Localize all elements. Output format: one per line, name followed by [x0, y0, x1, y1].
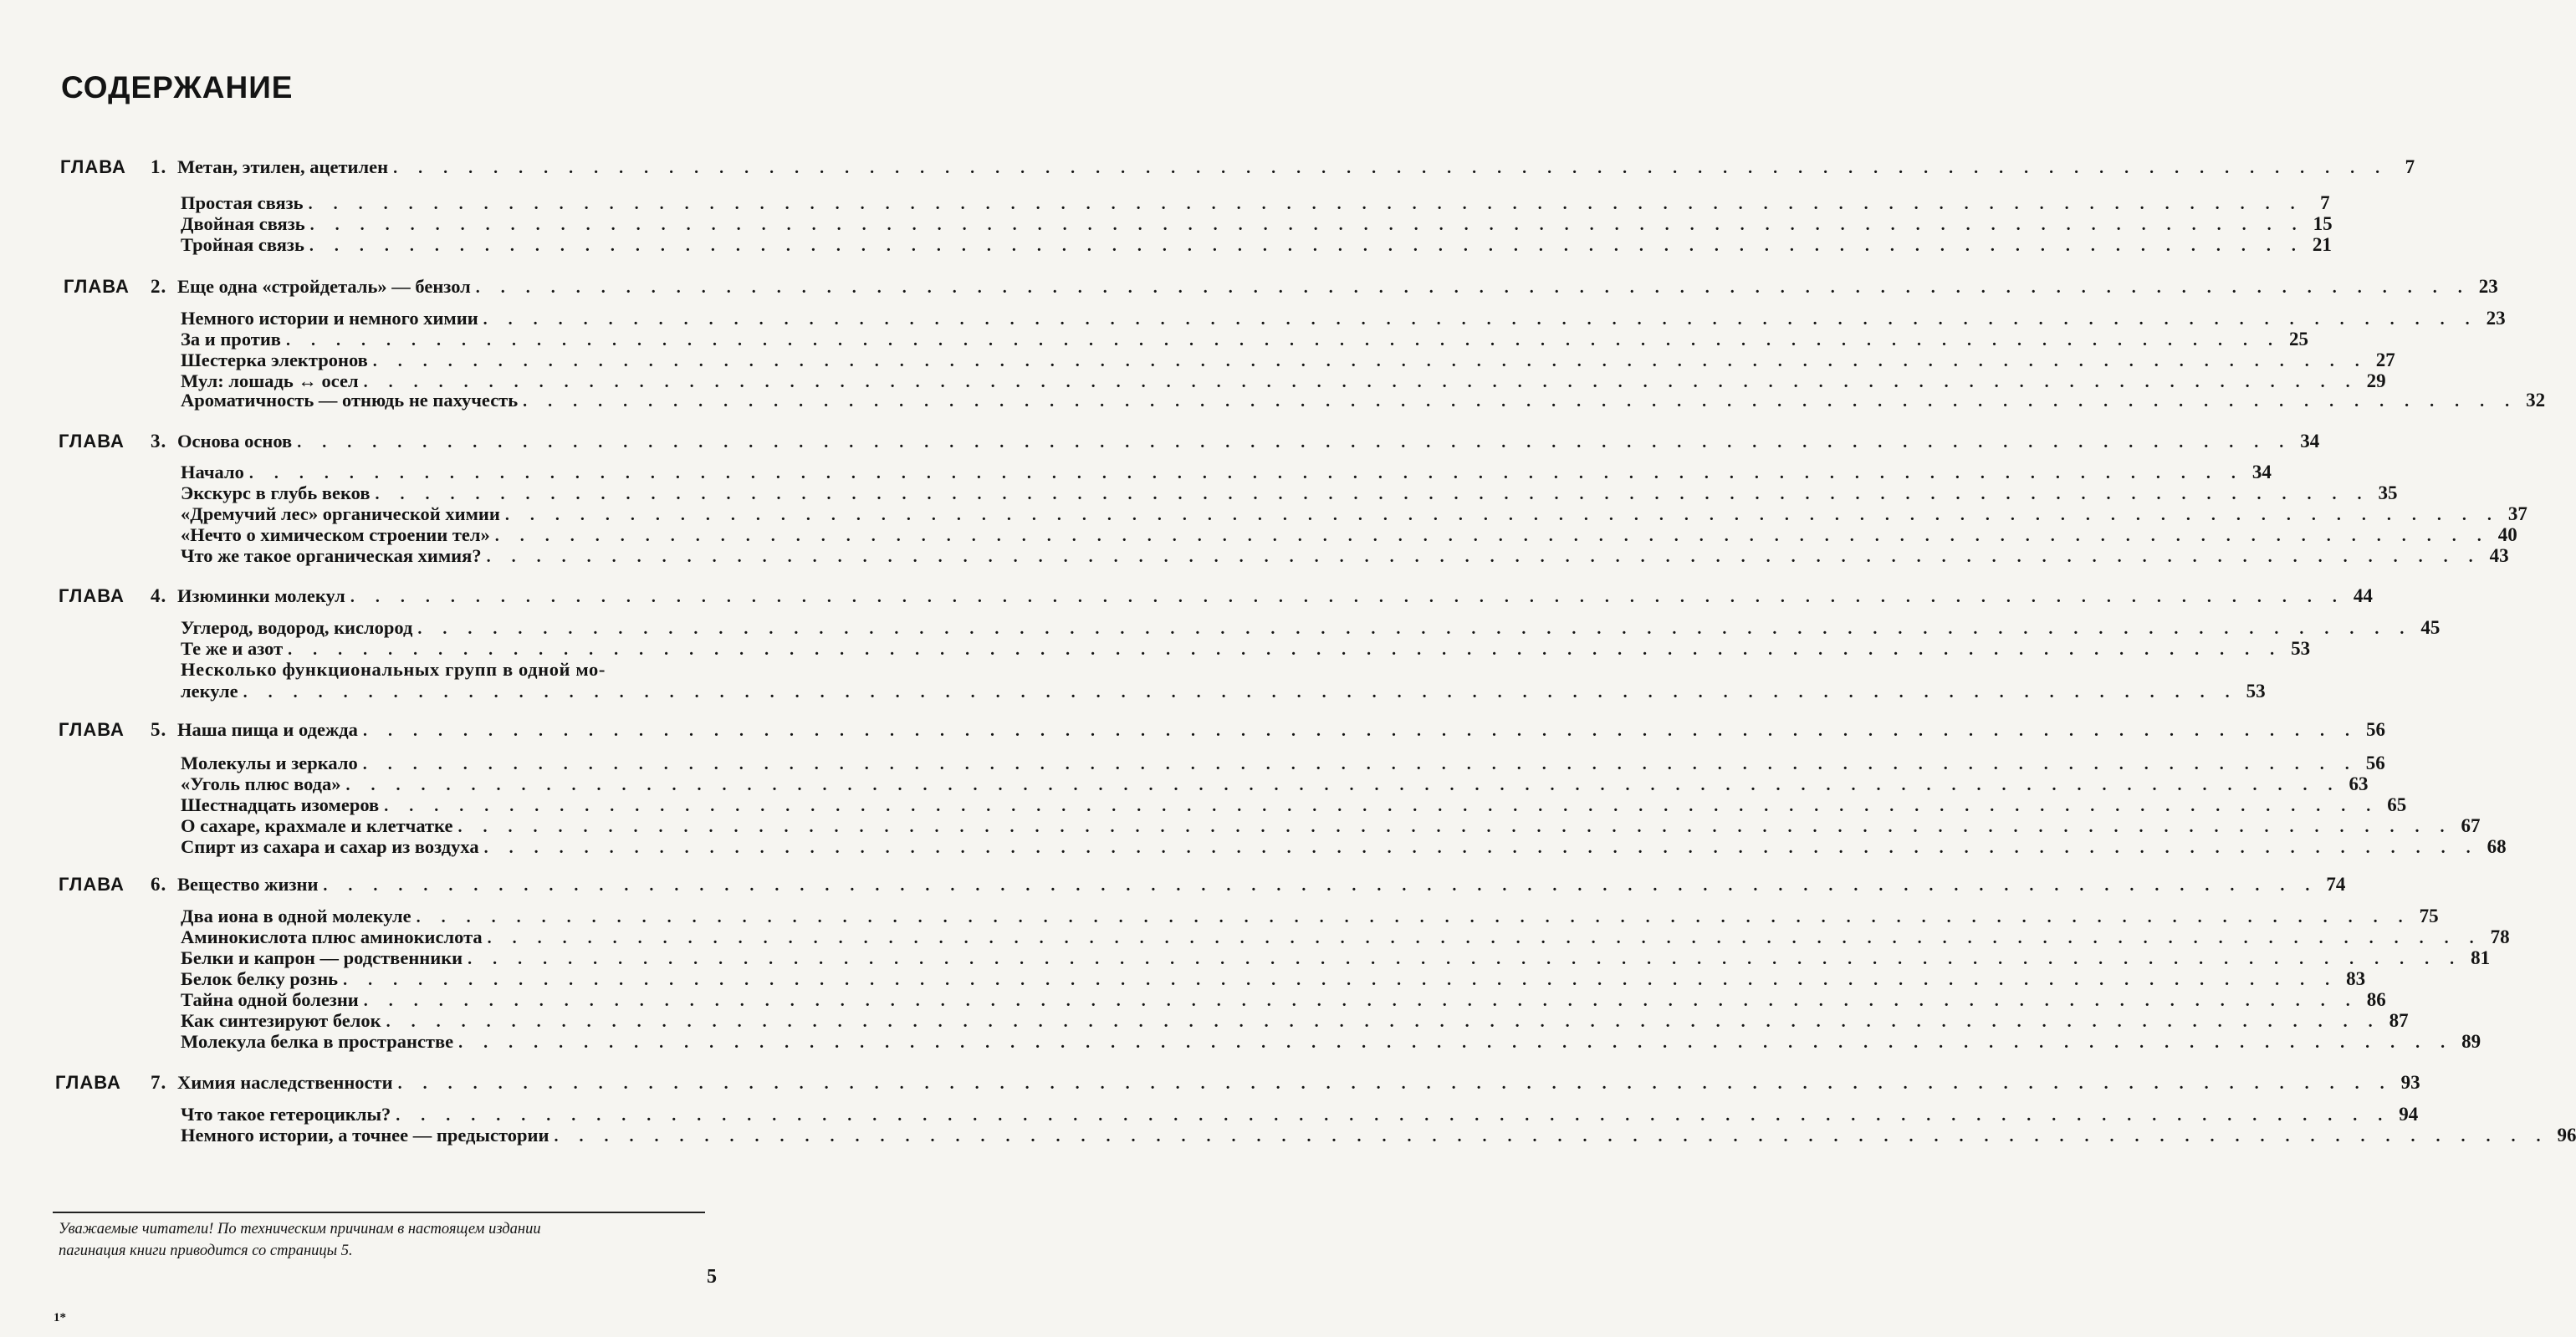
- leader-dots: . . . . . . . . . . . . . . . . . . . . . . . . . . . . . . . . . . . . . . . . . . . . . . . . . . . . . . . . . . . . . . . . . . . . . . . . . . . . . . . .: [384, 797, 2379, 815]
- section-entry: [181, 545, 2509, 568]
- leader-dots: . . . . . . . . . . . . . . . . . . . . . . . . . . . . . . . . . . . . . . . . . . . . . . . . . . . . . . . . . . . . . . . . . . . . . . . . . . . . . . . .: [475, 278, 2471, 297]
- chapter-number: 3.: [151, 431, 167, 452]
- section-entry-title: Спирт из сахара и сахар из воздуха: [181, 836, 479, 857]
- section-entry-title: Немного истории и немного химии: [181, 308, 478, 329]
- section-entry-title: Шестнадцать изомеров: [181, 794, 380, 815]
- chapter-word: ГЛАВА: [64, 276, 130, 297]
- footnote: [59, 1218, 694, 1262]
- section-entry: [181, 192, 2330, 215]
- leader-dots: . . . . . . . . . . . . . . . . . . . . . . . . . . . . . . . . . . . . . . . . . . . . . . . . . . . . . . . . . . . . . . . . . . . . . . . . . . . . . . . .: [375, 485, 2370, 503]
- chapter-entry: [177, 585, 2373, 608]
- section-entry: [181, 968, 2366, 991]
- chapter-entry-page: 44: [2353, 585, 2373, 606]
- section-entry-title: О сахаре, крахмале и клетчатке: [181, 815, 453, 836]
- section-entry-title: Углерод, водород, кислород: [181, 617, 413, 638]
- section-entry-title: Несколько функциональных групп в одной мо-: [181, 659, 606, 680]
- section-entry-page: 32: [2526, 390, 2546, 411]
- section-entry-page: 83: [2346, 968, 2366, 989]
- section-entry: [181, 329, 2308, 351]
- page-title: СОДЕРЖАНИЕ: [61, 70, 294, 105]
- section-entry: [181, 1125, 2576, 1147]
- signature-mark: 1*: [54, 1311, 66, 1324]
- section-entry-title: Два иона в одной молекуле: [181, 906, 411, 926]
- section-entry: [181, 390, 2546, 412]
- chapter-entry: [177, 276, 2498, 299]
- chapter-entry-page: 56: [2365, 719, 2385, 740]
- section-entry: [181, 836, 2507, 859]
- section-entry-title: Ароматичность — отнюдь не пахучесть: [181, 390, 519, 411]
- section-entry: [181, 1031, 2481, 1054]
- section-entry-page: 78: [2490, 926, 2510, 947]
- chapter-entry-title: Вещество жизни: [177, 874, 319, 895]
- chapter-word: ГЛАВА: [59, 719, 125, 740]
- leader-dots: . . . . . . . . . . . . . . . . . . . . . . . . . . . . . . . . . . . . . . . . . . . . . . . . . . . . . . . . . . . . . . . . . . . . . . . . . . . . . . . .: [248, 464, 2244, 482]
- section-entry-page: 75: [2419, 906, 2439, 926]
- section-entry-page: 94: [2399, 1104, 2419, 1125]
- leader-dots: . . . . . . . . . . . . . . . . . . . . . . . . . . . . . . . . . . . . . . . . . . . . . . . . . . . . . . . . . . . . . . . . . . . . . . . . . . . . . . . .: [483, 839, 2479, 857]
- chapter-number: 7.: [151, 1072, 167, 1093]
- leader-dots: . . . . . . . . . . . . . . . . . . . . . . . . . . . . . . . . . . . . . . . . . . . . . . . . . . . . . . . . . . . . . . . . . . . . . . . . . . . . . . . .: [243, 683, 2238, 702]
- section-entry: [181, 989, 2386, 1012]
- leader-dots: . . . . . . . . . . . . . . . . . . . . . . . . . . . . . . . . . . . . . . . . . . . . . . . . . . . . . . . . . . . . . . . . . . . . . . . . . . . . . . . .: [345, 776, 2341, 794]
- leader-dots: . . . . . . . . . . . . . . . . . . . . . . . . . . . . . . . . . . . . . . . . . . . . . . . . . . . . . . . . . . . . . . . . . . . . . . . . . . . . . . . .: [468, 950, 2463, 968]
- section-entry: [181, 213, 2333, 236]
- section-entry-page: 25: [2288, 329, 2308, 350]
- section-entry-title: «Нечто о химическом строении тел»: [181, 524, 490, 545]
- section-entry-page: 53: [2246, 681, 2266, 702]
- leader-dots: . . . . . . . . . . . . . . . . . . . . . . . . . . . . . . . . . . . . . . . . . . . . . . . . . . . . . . . . . . . . . . . . . . . . . . . . . . . . . . . .: [393, 159, 2389, 177]
- section-entry: [181, 926, 2510, 949]
- section-entry-title: «Уголь плюс вода»: [181, 773, 341, 794]
- chapter-entry: [177, 156, 2415, 179]
- section-entry-title: За и против: [181, 329, 281, 350]
- section-entry-title: Двойная связь: [181, 213, 305, 234]
- leader-dots: . . . . . . . . . . . . . . . . . . . . . . . . . . . . . . . . . . . . . . . . . . . . . . . . . . . . . . . . . . . . . . . . . . . . . . . . . . . . . . . .: [396, 1106, 2391, 1125]
- section-entry-page: 35: [2378, 482, 2398, 503]
- section-entry: [181, 482, 2398, 505]
- leader-dots: . . . . . . . . . . . . . . . . . . . . . . . . . . . . . . . . . . . . . . . . . . . . . . . . . . . . . . . . . . . . . . . . . . . . . . . . . . . . . . . .: [323, 876, 2318, 895]
- section-entry-page: 21: [2312, 234, 2332, 255]
- leader-dots: . . . . . . . . . . . . . . . . . . . . . . . . . . . . . . . . . . . . . . . . . . . . . . . . . . . . . . . . . . . . . . . . . . . . . . . . . . . . . . . .: [363, 373, 2359, 391]
- chapter-number: 6.: [151, 874, 167, 895]
- section-entry-title: «Дремучий лес» органической химии: [181, 503, 500, 524]
- section-entry-title: Молекулы и зеркало: [181, 753, 358, 773]
- leader-dots: . . . . . . . . . . . . . . . . . . . . . . . . . . . . . . . . . . . . . . . . . . . . . . . . . . . . . . . . . . . . . . . . . . . . . . . . . . . . . . . .: [386, 1013, 2381, 1031]
- leader-dots: . . . . . . . . . . . . . . . . . . . . . . . . . . . . . . . . . . . . . . . . . . . . . . . . . . . . . . . . . . . . . . . . . . . . . . . . . . . . . . . .: [416, 908, 2411, 926]
- chapter-word: ГЛАВА: [59, 874, 125, 895]
- section-entry-page: 37: [2507, 503, 2527, 524]
- section-entry-page: 86: [2366, 989, 2386, 1010]
- chapter-number: 4.: [151, 585, 167, 606]
- leader-dots: . . . . . . . . . . . . . . . . . . . . . . . . . . . . . . . . . . . . . . . . . . . . . . . . . . . . . . . . . . . . . . . . . . . . . . . . . . . . . . . .: [487, 929, 2482, 947]
- chapter-entry-page: 23: [2478, 276, 2498, 297]
- section-entry-page: 56: [2365, 753, 2385, 773]
- footnote-rule: [53, 1212, 705, 1213]
- chapter-word: ГЛАВА: [59, 431, 125, 452]
- section-entry-page: 87: [2389, 1010, 2409, 1031]
- leader-dots: . . . . . . . . . . . . . . . . . . . . . . . . . . . . . . . . . . . . . . . . . . . . . . . . . . . . . . . . . . . . . . . . . . . . . . . . . . . . . . . .: [457, 818, 2453, 836]
- section-entry-title: Что такое гетероциклы?: [181, 1104, 391, 1125]
- section-entry-title: Белки и капрон — родственники: [181, 947, 463, 968]
- section-entry-page: 27: [2375, 350, 2395, 370]
- leader-dots: . . . . . . . . . . . . . . . . . . . . . . . . . . . . . . . . . . . . . . . . . . . . . . . . . . . . . . . . . . . . . . . . . . . . . . . . . . . . . . . .: [486, 548, 2481, 566]
- chapter-entry: [177, 874, 2346, 896]
- chapter-entry: [177, 719, 2385, 742]
- chapter-entry-title: Химия наследственности: [177, 1072, 393, 1093]
- section-entry: [181, 524, 2517, 547]
- leader-dots: . . . . . . . . . . . . . . . . . . . . . . . . . . . . . . . . . . . . . . . . . . . . . . . . . . . . . . . . . . . . . . . . . . . . . . . . . . . . . . . .: [483, 310, 2478, 329]
- section-entry: [181, 617, 2441, 640]
- section-entry-title: Немного истории, а точнее — предыстории: [181, 1125, 549, 1146]
- section-entry-title: Экскурс в глубь веков: [181, 482, 371, 503]
- section-entry-page: 40: [2497, 524, 2517, 545]
- section-entry-page: 81: [2471, 947, 2491, 968]
- section-entry: [181, 503, 2527, 526]
- leader-dots: . . . . . . . . . . . . . . . . . . . . . . . . . . . . . . . . . . . . . . . . . . . . . . . . . . . . . . . . . . . . . . . . . . . . . . . . . . . . . . . .: [309, 216, 2305, 234]
- section-entry: [181, 815, 2481, 838]
- section-entry: [181, 1010, 2409, 1033]
- section-entry-title: Простая связь: [181, 192, 304, 213]
- section-entry-title: Молекула белка в пространстве: [181, 1031, 454, 1052]
- leader-dots: . . . . . . . . . . . . . . . . . . . . . . . . . . . . . . . . . . . . . . . . . . . . . . . . . . . . . . . . . . . . . . . . . . . . . . . . . . . . . . . .: [285, 331, 2281, 350]
- section-entry: [181, 234, 2332, 257]
- section-entry-page: 45: [2420, 617, 2441, 638]
- section-entry-title: Мул: лошадь ↔ осел: [181, 370, 359, 391]
- section-entry-page: 89: [2461, 1031, 2481, 1052]
- chapter-number: 5.: [151, 719, 167, 740]
- leader-dots: . . . . . . . . . . . . . . . . . . . . . . . . . . . . . . . . . . . . . . . . . . . . . . . . . . . . . . . . . . . . . . . . . . . . . . . . . . . . . . . .: [309, 237, 2304, 255]
- leader-dots: . . . . . . . . . . . . . . . . . . . . . . . . . . . . . . . . . . . . . . . . . . . . . . . . . . . . . . . . . . . . . . . . . . . . . . . . . . . . . . . .: [288, 640, 2283, 659]
- section-entry-page: 67: [2461, 815, 2481, 836]
- section-entry: [181, 773, 2369, 796]
- chapter-entry-page: 93: [2400, 1072, 2420, 1093]
- chapter-entry-page: 34: [2300, 431, 2320, 452]
- leader-dots: . . . . . . . . . . . . . . . . . . . . . . . . . . . . . . . . . . . . . . . . . . . . . . . . . . . . . . . . . . . . . . . . . . . . . . . . . . . . . . . .: [362, 722, 2358, 740]
- section-entry: [181, 906, 2439, 928]
- section-entry-title: лекуле: [181, 681, 238, 702]
- leader-dots: . . . . . . . . . . . . . . . . . . . . . . . . . . . . . . . . . . . . . . . . . . . . . . . . . . . . . . . . . . . . . . . . . . . . . . . . . . . . . . . .: [362, 755, 2358, 773]
- leader-dots: . . . . . . . . . . . . . . . . . . . . . . . . . . . . . . . . . . . . . . . . . . . . . . . . . . . . . . . . . . . . . . . . . . . . . . . . . . . . . . . .: [350, 588, 2345, 606]
- chapter-entry-title: Еще одна «стройдеталь» — бензол: [177, 276, 471, 297]
- section-entry-page: 65: [2387, 794, 2407, 815]
- chapter-entry-page: 7: [2405, 156, 2415, 177]
- section-entry-page: 23: [2486, 308, 2506, 329]
- page-number: 5: [707, 1266, 717, 1288]
- leader-dots: . . . . . . . . . . . . . . . . . . . . . . . . . . . . . . . . . . . . . . . . . . . . . . . . . . . . . . . . . . . . . . . . . . . . . . . . . . . . . . . .: [397, 1074, 2393, 1093]
- footnote-line: пагинация книги приводится со страницы 5.: [59, 1243, 353, 1259]
- section-entry-page: 68: [2487, 836, 2507, 857]
- chapter-entry-title: Метан, этилен, ацетилен: [177, 156, 389, 177]
- leader-dots: . . . . . . . . . . . . . . . . . . . . . . . . . . . . . . . . . . . . . . . . . . . . . . . . . . . . . . . . . . . . . . . . . . . . . . . . . . . . . . . .: [363, 992, 2359, 1010]
- leader-dots: . . . . . . . . . . . . . . . . . . . . . . . . . . . . . . . . . . . . . . . . . . . . . . . . . . . . . . . . . . . . . . . . . . . . . . . . . . . . . . . .: [458, 1033, 2454, 1052]
- section-entry-title: Шестерка электронов: [181, 350, 368, 370]
- leader-dots: . . . . . . . . . . . . . . . . . . . . . . . . . . . . . . . . . . . . . . . . . . . . . . . . . . . . . . . . . . . . . . . . . . . . . . . . . . . . . . . .: [554, 1127, 2549, 1146]
- leader-dots: . . . . . . . . . . . . . . . . . . . . . . . . . . . . . . . . . . . . . . . . . . . . . . . . . . . . . . . . . . . . . . . . . . . . . . . . . . . . . . . .: [372, 352, 2368, 370]
- section-entry-page: 43: [2489, 545, 2509, 566]
- chapter-number: 1.: [151, 156, 167, 177]
- section-entry-page: 15: [2313, 213, 2333, 234]
- leader-dots: . . . . . . . . . . . . . . . . . . . . . . . . . . . . . . . . . . . . . . . . . . . . . . . . . . . . . . . . . . . . . . . . . . . . . . . . . . . . . . . .: [494, 527, 2490, 545]
- leader-dots: . . . . . . . . . . . . . . . . . . . . . . . . . . . . . . . . . . . . . . . . . . . . . . . . . . . . . . . . . . . . . . . . . . . . . . . . . . . . . . . .: [504, 506, 2500, 524]
- section-entry-page: 53: [2291, 638, 2311, 659]
- section-entry-page: 96: [2557, 1125, 2576, 1146]
- section-entry-title: Тайна одной болезни: [181, 989, 359, 1010]
- section-entry-page: 34: [2251, 462, 2272, 482]
- chapter-entry-title: Изюминки молекул: [177, 585, 345, 606]
- chapter-entry-page: 74: [2326, 874, 2346, 895]
- section-entry: [181, 638, 2311, 661]
- chapter-entry: [177, 431, 2320, 453]
- section-entry-page: 7: [2320, 192, 2330, 213]
- section-entry-title: Белок белку рознь: [181, 968, 339, 989]
- section-entry: [181, 753, 2385, 775]
- section-entry-title: Аминокислота плюс аминокислота: [181, 926, 483, 947]
- chapter-number: 2.: [151, 276, 167, 297]
- section-entry: [181, 794, 2407, 817]
- leader-dots: . . . . . . . . . . . . . . . . . . . . . . . . . . . . . . . . . . . . . . . . . . . . . . . . . . . . . . . . . . . . . . . . . . . . . . . . . . . . . . . .: [297, 433, 2292, 452]
- chapter-entry-title: Наша пища и одежда: [177, 719, 358, 740]
- section-entry-page: 29: [2366, 370, 2386, 391]
- leader-dots: . . . . . . . . . . . . . . . . . . . . . . . . . . . . . . . . . . . . . . . . . . . . . . . . . . . . . . . . . . . . . . . . . . . . . . . . . . . . . . . .: [308, 195, 2303, 213]
- footnote-line: Уважаемые читатели! По техническим причинам в настоящем издании: [59, 1221, 541, 1237]
- section-entry-title: Начало: [181, 462, 244, 482]
- chapter-word: ГЛАВА: [59, 585, 125, 606]
- section-entry: [181, 350, 2395, 372]
- chapter-word: ГЛАВА: [55, 1072, 121, 1093]
- section-entry: [181, 462, 2272, 484]
- section-entry: [181, 1104, 2419, 1126]
- chapter-word: ГЛАВА: [60, 156, 126, 177]
- section-entry-page: 63: [2349, 773, 2369, 794]
- section-entry: [181, 681, 2266, 703]
- section-entry: [181, 308, 2506, 330]
- section-entry-title: Как синтезируют белок: [181, 1010, 381, 1031]
- section-entry: [181, 947, 2491, 970]
- chapter-entry-title: Основа основ: [177, 431, 293, 452]
- leader-dots: . . . . . . . . . . . . . . . . . . . . . . . . . . . . . . . . . . . . . . . . . . . . . . . . . . . . . . . . . . . . . . . . . . . . . . . . . . . . . . . .: [523, 392, 2518, 411]
- leader-dots: . . . . . . . . . . . . . . . . . . . . . . . . . . . . . . . . . . . . . . . . . . . . . . . . . . . . . . . . . . . . . . . . . . . . . . . . . . . . . . . .: [417, 620, 2413, 638]
- section-entry-title: Что же такое органическая химия?: [181, 545, 482, 566]
- section-entry-title: Тройная связь: [181, 234, 304, 255]
- chapter-entry: [177, 1072, 2420, 1095]
- section-entry-title: Те же и азот: [181, 638, 284, 659]
- leader-dots: . . . . . . . . . . . . . . . . . . . . . . . . . . . . . . . . . . . . . . . . . . . . . . . . . . . . . . . . . . . . . . . . . . . . . . . . . . . . . . . .: [343, 971, 2338, 989]
